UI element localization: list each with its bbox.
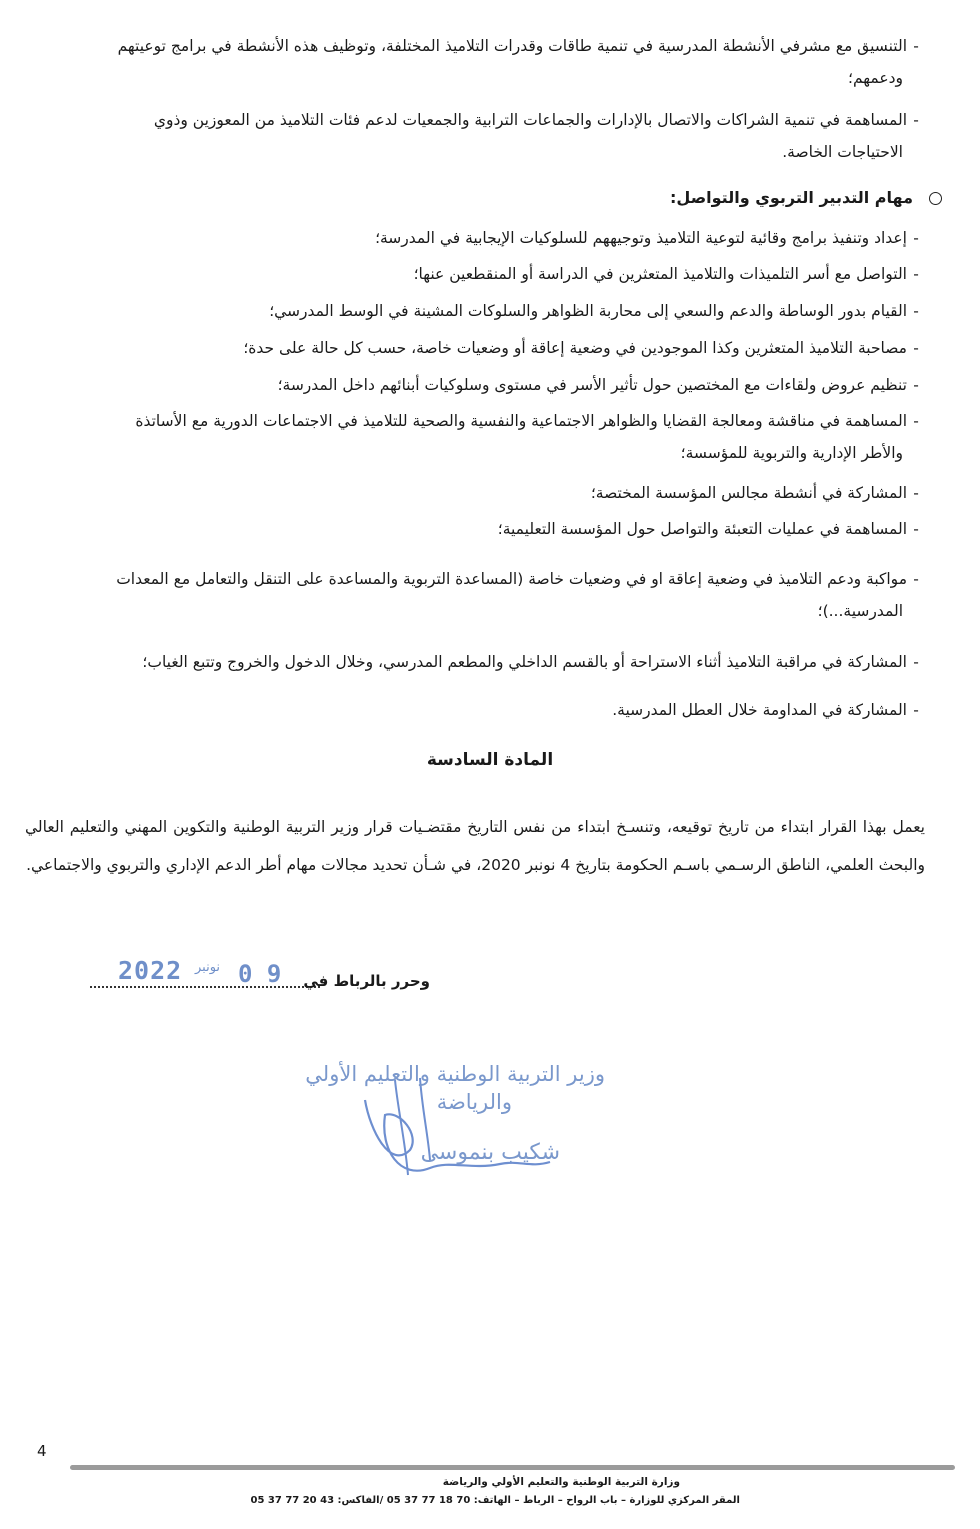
dash-marker: - [913, 520, 919, 538]
dash-marker: - [913, 111, 919, 129]
dash-marker: - [913, 229, 919, 247]
stamp-day: 0 9 [238, 960, 282, 988]
page-number: 4 [37, 1442, 47, 1460]
dash-marker: - [913, 302, 919, 320]
list-item: -المساهمة في تنمية الشراكات والاتصال بالإدارات والجماعات الترابية والجمعيات لدعم فئات التلاميذ من المعوزين وذوي الاحتياجات الخاصة. [40, 104, 925, 168]
signature-title: وزير التربية الوطنية والتعليم الأولي [305, 1062, 605, 1086]
list-item: -التواصل مع أسر التلميذات والتلاميذ المتعثرين في الدراسة أو المنقطعين عنها؛ [40, 258, 925, 290]
dash-marker: - [913, 339, 919, 357]
dash-marker: - [913, 653, 919, 671]
list-item: -المشاركة في أنشطة مجالس المؤسسة المختصة؛ [40, 477, 925, 509]
dash-marker: - [913, 701, 919, 719]
signature-title-cont: والرياضة [436, 1090, 512, 1114]
list-item: -تنظيم عروض ولقاءات مع المختصين حول تأثير الأسر في مستوى وسلوكيات أبنائهم داخل المدرسة؛ [40, 369, 925, 401]
list-item: -المساهمة في عمليات التعبئة والتواصل حول المؤسسة التعليمية؛ [40, 513, 925, 545]
signatory-name: شكيب بنموسى [420, 1140, 560, 1165]
stamp-month: نونبر [195, 960, 221, 975]
signature-block [270, 1040, 640, 1190]
dash-marker: - [913, 484, 919, 502]
dash-marker: - [913, 412, 919, 430]
article-paragraph: يعمل بهذا القرار ابتداء من تاريخ توقيعه، وتنسـخ ابتداء من نفس التاريخ مقتضـيات قرار وزير التربية الوطنية والتكوين المهني والتعليم العالي والبحث العلمي، الناطق الرسـمي باسـم الحكومة بتاريخ 4 نونبر 2020، في شـأن تحديد مجالات مهام أطر الدعم الإداري والتربوي والاجتماعي. [25, 818, 925, 874]
dash-marker: - [913, 570, 919, 588]
dash-marker: - [913, 376, 919, 394]
dash-marker: - [913, 37, 919, 55]
list-item: -القيام بدور الوساطة والدعم والسعي إلى محاربة الظواهر والسلوكات المشينة في الوسط المدرسي؛ [40, 295, 925, 327]
list-item: -المشاركة في مراقبة التلاميذ أثناء الاستراحة أو بالقسم الداخلي والمطعم المدرسي، وخلال الدخول والخروج وتتبع الغياب؛ [40, 646, 925, 678]
dash-marker: - [913, 265, 919, 283]
footer-divider [70, 1465, 955, 1470]
date-dotted-line [90, 986, 320, 988]
circle-bullet-icon [929, 192, 942, 205]
article-title: المادة السادسة [426, 750, 554, 770]
list-item: -مصاحبة التلاميذ المتعثرين وكذا الموجودين في وضعية إعاقة أو وضعيات خاصة، حسب كل حالة على حدة؛ [40, 332, 925, 364]
footer-ministry: وزارة التربية الوطنية والتعليم الأولي والرياضة [442, 1476, 680, 1488]
section-heading: مهام التدبير التربوي والتواصل: [42, 182, 942, 214]
list-item: -المساهمة في مناقشة ومعالجة القضايا والظواهر الاجتماعية والنفسية والصحية للتلاميذ في الاجتماعات الدورية مع الأساتذة والأطر الإدارية والتربوية للمؤسسة؛ [40, 405, 925, 469]
list-item: -مواكبة ودعم التلاميذ في وضعية إعاقة او في وضعيات خاصة (المساعدة التربوية والمساعدة على التنقل والتعامل مع المعدات المدرسية...)؛ [40, 563, 925, 627]
list-item: -التنسيق مع مشرفي الأنشطة المدرسية في تنمية طاقات وقدرات التلاميذ المختلفة، وتوظيف هذه الأنشطة في برامج توعيتهم ودعمهم؛ [40, 30, 925, 94]
footer-address: المقر المركزي للوزارة – باب الرواح – الرباط – الهاتف: 70 18 77 37 05 /الفاكس: 43 20 77 37 05 [250, 1495, 740, 1506]
place-label: وحرر بالرباط في [303, 972, 430, 990]
stamp-year: 2022 [118, 956, 183, 985]
list-item: -إعداد وتنفيذ برامج وقائية لتوعية التلاميذ وتوجيههم للسلوكيات الإيجابية في المدرسة؛ [40, 222, 925, 254]
list-item: -المشاركة في المداومة خلال العطل المدرسية. [40, 694, 925, 726]
